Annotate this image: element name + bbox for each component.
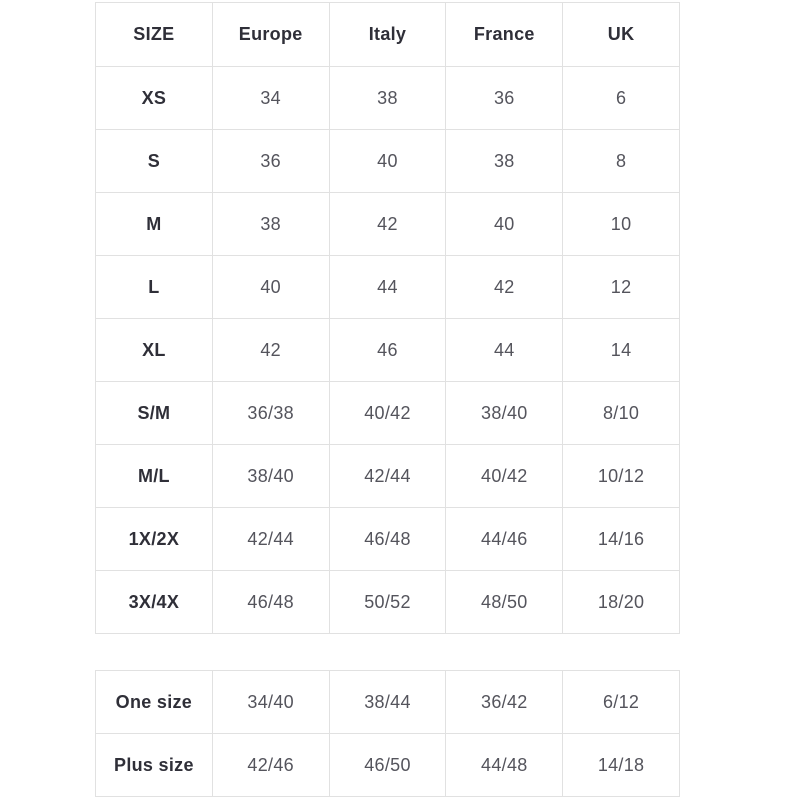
size-value-cell: 46/50 (329, 734, 446, 797)
table-row-l (96, 256, 680, 319)
size-value-cell: 14 (563, 319, 680, 382)
size-value-cell: 44 (446, 319, 563, 382)
table-row-plus-size (96, 734, 680, 797)
size-value-cell: 40/42 (329, 382, 446, 445)
size-value-cell: 38 (446, 130, 563, 193)
table-row-sm (96, 382, 680, 445)
row-label: Plus size (96, 734, 213, 797)
size-value-cell: 14/18 (563, 734, 680, 797)
size-value-cell: 42 (212, 319, 329, 382)
size-value-cell: 38/40 (212, 445, 329, 508)
size-value-cell: 42/46 (212, 734, 329, 797)
size-value-cell: 38/44 (329, 671, 446, 734)
size-value-cell: 44/48 (446, 734, 563, 797)
size-value-cell: 38 (329, 67, 446, 130)
row-label: S (96, 130, 213, 193)
row-label: M/L (96, 445, 213, 508)
size-conversion-table (95, 2, 680, 634)
header-cell-size: SIZE (96, 3, 213, 67)
table-row-xs (96, 67, 680, 130)
table-row-xl (96, 319, 680, 382)
size-value-cell: 38 (212, 193, 329, 256)
size-value-cell: 34/40 (212, 671, 329, 734)
table-row-one-size (96, 671, 680, 734)
table-row-3x4x (96, 571, 680, 634)
size-value-cell: 46/48 (329, 508, 446, 571)
size-value-cell: 36 (446, 67, 563, 130)
table-row-ml (96, 445, 680, 508)
table-row-s (96, 130, 680, 193)
size-value-cell: 36 (212, 130, 329, 193)
size-value-cell: 46 (329, 319, 446, 382)
row-label: XL (96, 319, 213, 382)
row-label: 3X/4X (96, 571, 213, 634)
size-value-cell: 10 (563, 193, 680, 256)
row-label: 1X/2X (96, 508, 213, 571)
size-value-cell: 40 (329, 130, 446, 193)
size-value-cell: 42/44 (329, 445, 446, 508)
size-value-cell: 50/52 (329, 571, 446, 634)
size-value-cell: 46/48 (212, 571, 329, 634)
size-value-cell: 42 (446, 256, 563, 319)
size-value-cell: 10/12 (563, 445, 680, 508)
size-value-cell: 42/44 (212, 508, 329, 571)
header-row (96, 3, 680, 67)
size-value-cell: 42 (329, 193, 446, 256)
header-cell-italy: Italy (329, 3, 446, 67)
header-cell-europe: Europe (212, 3, 329, 67)
size-value-cell: 40 (446, 193, 563, 256)
size-value-cell: 40/42 (446, 445, 563, 508)
size-value-cell: 6/12 (563, 671, 680, 734)
header-cell-uk: UK (563, 3, 680, 67)
size-value-cell: 44/46 (446, 508, 563, 571)
table-row-m (96, 193, 680, 256)
size-value-cell: 44 (329, 256, 446, 319)
size-value-cell: 36/42 (446, 671, 563, 734)
row-label: M (96, 193, 213, 256)
size-value-cell: 8/10 (563, 382, 680, 445)
size-value-cell: 38/40 (446, 382, 563, 445)
row-label: S/M (96, 382, 213, 445)
size-value-cell: 34 (212, 67, 329, 130)
size-value-cell: 6 (563, 67, 680, 130)
size-value-cell: 18/20 (563, 571, 680, 634)
special-sizes-table (95, 670, 680, 797)
size-value-cell: 8 (563, 130, 680, 193)
size-value-cell: 14/16 (563, 508, 680, 571)
header-cell-france: France (446, 3, 563, 67)
size-value-cell: 36/38 (212, 382, 329, 445)
size-value-cell: 40 (212, 256, 329, 319)
size-value-cell: 48/50 (446, 571, 563, 634)
size-value-cell: 12 (563, 256, 680, 319)
row-label: One size (96, 671, 213, 734)
row-label: XS (96, 67, 213, 130)
row-label: L (96, 256, 213, 319)
table-row-1x2x (96, 508, 680, 571)
